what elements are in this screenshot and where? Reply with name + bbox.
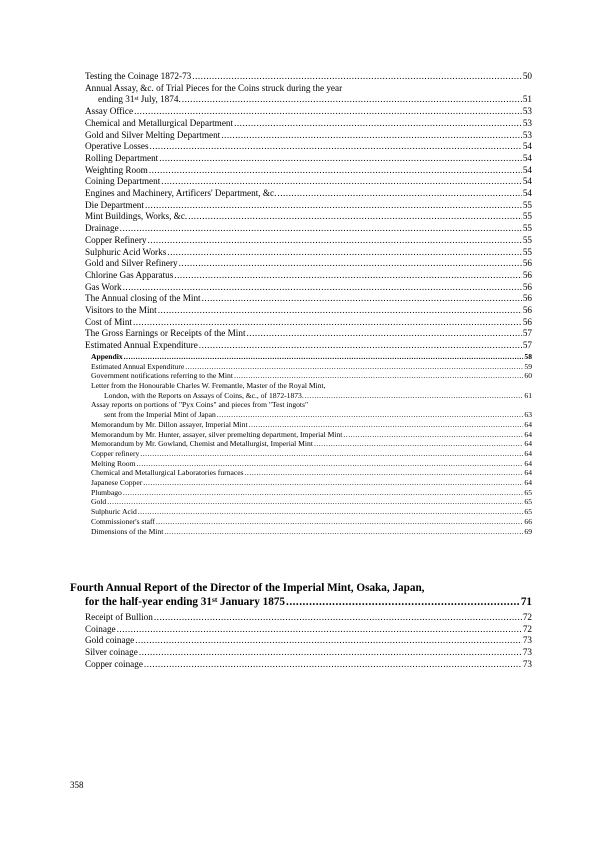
toc-entry[interactable] xyxy=(85,305,532,317)
toc-leader-dots xyxy=(277,188,521,200)
toc-entry-page: 73 xyxy=(522,658,532,669)
toc-subentry[interactable] xyxy=(91,362,532,372)
page-number: 358 xyxy=(70,780,84,790)
toc-entry-label: Silver coinage xyxy=(85,647,138,658)
toc-entry[interactable] xyxy=(85,624,532,636)
toc-entry-label: Visitors to the Mint xyxy=(85,305,157,316)
toc-entry[interactable] xyxy=(85,258,532,270)
toc-entry[interactable] xyxy=(85,612,532,624)
toc-entry-page: 54 xyxy=(522,141,532,152)
toc-entry-label: Japanese Copper xyxy=(91,478,143,488)
toc-leader-dots xyxy=(139,647,522,659)
toc-leader-dots xyxy=(145,200,522,212)
toc-leader-dots xyxy=(123,488,524,498)
toc-leader-dots xyxy=(137,459,524,469)
toc-entry-page: 54 xyxy=(522,176,532,187)
toc-leader-dots xyxy=(286,596,520,610)
toc-entry[interactable] xyxy=(85,153,532,165)
toc-entry-label: Copper Refinery xyxy=(85,234,147,245)
toc-leader-dots xyxy=(133,317,522,329)
toc-entry-label: Weighting Room xyxy=(85,164,148,175)
toc-entry[interactable] xyxy=(85,328,532,340)
toc-entry-label xyxy=(98,94,181,106)
toc-entry-page: 64 xyxy=(524,448,532,458)
toc-subentry[interactable] xyxy=(91,430,532,440)
toc-entry-page: 69 xyxy=(524,526,532,536)
toc-leader-dots xyxy=(164,527,523,537)
toc-subentry[interactable] xyxy=(91,517,532,527)
toc-entry-label: Chemical and Metallurgical Laboratories furnaces xyxy=(91,468,244,478)
section-heading-line1: Fourth Annual Report of the Director of the Imperial Mint, Osaka, Japan, xyxy=(70,582,425,594)
toc-subentry-first-line: Assay reports on portions of "Pyx Coins" and pieces from "Test ingots" xyxy=(91,400,309,410)
toc-leader-dots xyxy=(202,293,522,305)
toc-entry-page: 56 xyxy=(522,293,532,304)
toc-leader-dots xyxy=(140,449,523,459)
toc-entry[interactable] xyxy=(85,165,532,177)
toc-entry-label: Gas Work xyxy=(85,281,122,292)
toc-entry[interactable] xyxy=(85,223,532,235)
toc-subentry-first-line: Letter from the Honourable Charles W. Fremantle, Master of the Royal Mint, xyxy=(91,380,326,390)
toc-entry-label: Die Department xyxy=(85,199,144,210)
toc-subentry[interactable] xyxy=(91,352,532,362)
toc-entry-label: Government notifications referring to the Mint xyxy=(91,371,233,381)
toc-leader-dots xyxy=(159,153,522,165)
toc-entry-label: Copper coinage xyxy=(85,658,143,669)
toc-entry-page: 50 xyxy=(522,71,532,81)
toc-leader-dots xyxy=(199,340,522,352)
toc-entry[interactable] xyxy=(85,317,532,329)
toc-leader-dots xyxy=(167,247,522,259)
toc-entry-page: 72 xyxy=(522,612,532,622)
toc-leader-dots xyxy=(154,612,522,624)
toc-leader-dots xyxy=(343,430,523,440)
table-of-contents-fourth-report xyxy=(85,612,532,671)
toc-subentry[interactable] xyxy=(91,507,532,517)
toc-entry-page: 55 xyxy=(522,246,532,257)
toc-leader-dots xyxy=(179,258,522,270)
toc-entry-label: Copper refinery xyxy=(91,448,140,458)
toc-entry-page: 61 xyxy=(524,390,532,400)
toc-entry-label: Sulphuric Acid Works xyxy=(85,246,167,257)
toc-entry[interactable] xyxy=(85,130,532,142)
toc-entry[interactable] xyxy=(85,340,532,352)
toc-leader-dots xyxy=(174,270,522,282)
toc-entry-page: 56 xyxy=(522,269,532,280)
toc-entry-label: Coinage xyxy=(85,623,116,634)
toc-leader-dots xyxy=(149,165,522,177)
toc-entry-page: 65 xyxy=(524,497,532,507)
toc-leader-dots xyxy=(138,507,524,517)
section-heading-part: January 1875 xyxy=(217,595,286,608)
toc-entry-label: Gold and Silver Refinery xyxy=(85,258,178,269)
toc-entry[interactable] xyxy=(85,647,532,659)
toc-entry-page: 64 xyxy=(524,419,532,429)
toc-entry-label: Estimated Annual Expenditure xyxy=(85,340,198,351)
toc-entry-label: Melting Room xyxy=(91,458,136,468)
toc-entry-page: 73 xyxy=(522,647,532,658)
toc-leader-dots xyxy=(158,305,522,317)
toc-leader-dots xyxy=(234,371,523,381)
toc-entry-page: 57 xyxy=(522,328,532,339)
toc-entry-page: 55 xyxy=(522,234,532,245)
toc-entry[interactable] xyxy=(85,247,532,259)
toc-entry[interactable] xyxy=(85,71,532,83)
toc-leader-dots xyxy=(150,141,522,153)
toc-leader-dots xyxy=(117,624,522,636)
toc-entry-page: 65 xyxy=(524,487,532,497)
toc-entry-page: 66 xyxy=(524,516,532,526)
toc-leader-dots xyxy=(134,106,522,118)
toc-leader-dots xyxy=(148,235,522,247)
toc-subentry[interactable] xyxy=(91,488,532,498)
toc-entry[interactable] xyxy=(85,118,532,130)
toc-entry-page: 73 xyxy=(522,635,532,646)
toc-subentry[interactable] xyxy=(91,459,532,469)
toc-leader-dots xyxy=(247,328,522,340)
toc-entry-label: Operative Losses xyxy=(85,141,149,152)
toc-subentry[interactable] xyxy=(91,439,532,449)
section-heading-entry xyxy=(70,596,532,610)
toc-entry[interactable] xyxy=(85,235,532,247)
toc-entry-label: Rolling Department xyxy=(85,152,159,163)
toc-leader-dots xyxy=(124,352,524,362)
toc-leader-dots xyxy=(314,439,523,449)
section-heading-page: 71 xyxy=(520,595,532,608)
toc-entry-label: The Annual closing of the Mint xyxy=(85,293,201,304)
toc-entry-page: 55 xyxy=(522,199,532,210)
section-heading-part: for the half-year ending 31 xyxy=(85,595,212,608)
toc-entry-page: 53 xyxy=(522,117,532,128)
toc-subentry[interactable] xyxy=(91,391,532,401)
toc-leader-dots xyxy=(182,94,522,106)
toc-entry[interactable] xyxy=(85,141,532,153)
toc-entry-label: Assay Office xyxy=(85,106,134,117)
toc-leader-dots xyxy=(245,468,524,478)
section-heading[interactable] xyxy=(70,582,532,609)
toc-entry-label: Mint Buildings, Works, &c. xyxy=(85,211,188,222)
toc-entry-label: sent from the Imperial Mint of Japan xyxy=(104,410,216,420)
toc-entry-label: Testing the Coinage 1872-73 xyxy=(85,71,192,81)
toc-entry-label: Memorandum by Mr. Hunter, assayer, silver premelting department, Imperial Mint xyxy=(91,429,343,439)
toc-entry[interactable] xyxy=(85,200,532,212)
toc-entry[interactable] xyxy=(85,282,532,294)
toc-entry-page: 60 xyxy=(524,371,532,381)
toc-subentry[interactable] xyxy=(91,527,532,537)
toc-entry-label: Engines and Machinery, Artificers' Department, &c. xyxy=(85,188,277,199)
toc-entry[interactable] xyxy=(85,270,532,282)
toc-leader-dots xyxy=(144,659,522,671)
toc-leader-dots xyxy=(107,497,523,507)
toc-entry-label: Estimated Annual Expenditure xyxy=(91,361,185,371)
toc-leader-dots xyxy=(135,635,522,647)
toc-entry[interactable] xyxy=(85,94,532,106)
toc-entry-label: Sulphuric Acid xyxy=(91,507,137,517)
toc-entry-page: 72 xyxy=(522,623,532,634)
toc-entry-label: Receipt of Bullion xyxy=(85,612,153,622)
toc-entry-page: 59 xyxy=(524,361,532,371)
toc-entry-page: 55 xyxy=(522,223,532,234)
toc-entry-label-part: ending 31 xyxy=(98,94,135,105)
toc-entry[interactable] xyxy=(85,176,532,188)
toc-entry-label-part: July, 1874. xyxy=(138,94,181,105)
toc-entry-page: 64 xyxy=(524,429,532,439)
toc-leader-dots xyxy=(221,130,522,142)
toc-entry-page: 54 xyxy=(522,188,532,199)
toc-entry-page: 51 xyxy=(522,94,532,105)
toc-entry-page: 58 xyxy=(524,351,532,361)
toc-subentry[interactable] xyxy=(91,478,532,488)
toc-entry-label: Cost of Mint xyxy=(85,316,132,327)
toc-entry-page: 54 xyxy=(522,152,532,163)
section-heading-line2 xyxy=(85,596,285,610)
toc-entry-label: The Gross Earnings or Receipts of the Mint xyxy=(85,328,246,339)
toc-entry-label: Appendix xyxy=(91,351,123,361)
toc-entry-label: Memorandum by Mr. Dillon assayer, Imperial Mint xyxy=(91,419,248,429)
toc-entry[interactable] xyxy=(85,293,532,305)
toc-leader-dots xyxy=(156,517,524,527)
toc-subentry[interactable] xyxy=(91,449,532,459)
toc-leader-dots xyxy=(305,391,524,401)
toc-entry-page: 55 xyxy=(522,211,532,222)
toc-entry-page: 65 xyxy=(524,507,532,517)
toc-leader-dots xyxy=(249,420,524,430)
toc-entry-label: Commissioner's staff xyxy=(91,516,155,526)
toc-entry-page: 64 xyxy=(524,458,532,468)
toc-leader-dots xyxy=(120,223,522,235)
toc-entry-label: Gold xyxy=(91,497,107,507)
toc-entry-page: 57 xyxy=(522,340,532,351)
toc-entry-page: 53 xyxy=(522,106,532,117)
toc-entry-page: 64 xyxy=(524,468,532,478)
toc-entry-page: 53 xyxy=(522,129,532,140)
toc-entry-page: 54 xyxy=(522,164,532,175)
toc-leader-dots xyxy=(192,71,522,83)
toc-leader-dots xyxy=(188,211,522,223)
appendix-group xyxy=(85,352,532,536)
toc-leader-dots xyxy=(217,410,524,420)
toc-entry-page: 64 xyxy=(524,439,532,449)
toc-entry-label: Drainage xyxy=(85,223,119,234)
toc-entry[interactable] xyxy=(85,211,532,223)
toc-entry[interactable] xyxy=(85,106,532,118)
toc-entry[interactable] xyxy=(85,659,532,671)
toc-subentry[interactable] xyxy=(91,371,532,381)
toc-entry-label: Chemical and Metallurgical Department xyxy=(85,117,234,128)
toc-leader-dots xyxy=(143,478,523,488)
toc-entry-label: London, with the Reports on Assays of Coins, &c., of 1872-1873. xyxy=(104,390,304,400)
toc-entry-page: 56 xyxy=(522,281,532,292)
toc-entry-page: 63 xyxy=(524,410,532,420)
toc-entry[interactable] xyxy=(85,635,532,647)
toc-subentry[interactable] xyxy=(91,497,532,507)
toc-entry-label: Chlorine Gas Apparatus xyxy=(85,269,174,280)
toc-leader-dots xyxy=(234,118,522,130)
toc-entry-label: Memorandum by Mr. Gowland, Chemist and Metallurgist, Imperial Mint xyxy=(91,439,313,449)
superscript: st xyxy=(134,96,139,103)
toc-leader-dots xyxy=(123,282,522,294)
toc-entry-first-line: Annual Assay, &c. of Trial Pieces for the Coins struck during the year xyxy=(85,82,343,93)
superscript: st xyxy=(212,596,218,605)
toc-subentry[interactable] xyxy=(91,410,532,420)
toc-leader-dots xyxy=(161,176,522,188)
toc-entry-page: 56 xyxy=(522,258,532,269)
toc-entry-page: 64 xyxy=(524,478,532,488)
toc-entry-label: Coining Department xyxy=(85,176,161,187)
toc-entry-page: 56 xyxy=(522,316,532,327)
toc-entry-label: Plumbago xyxy=(91,487,122,497)
toc-subentry[interactable] xyxy=(91,468,532,478)
toc-subentry[interactable] xyxy=(91,420,532,430)
toc-entry-page: 56 xyxy=(522,305,532,316)
toc-entry-label: Gold coinage xyxy=(85,635,135,646)
toc-entry[interactable] xyxy=(85,188,532,200)
toc-entry-label: Gold and Silver Melting Department xyxy=(85,129,221,140)
toc-entry-label: Dimensions of the Mint xyxy=(91,526,164,536)
toc-leader-dots xyxy=(185,362,523,372)
table-of-contents-main xyxy=(85,71,532,536)
